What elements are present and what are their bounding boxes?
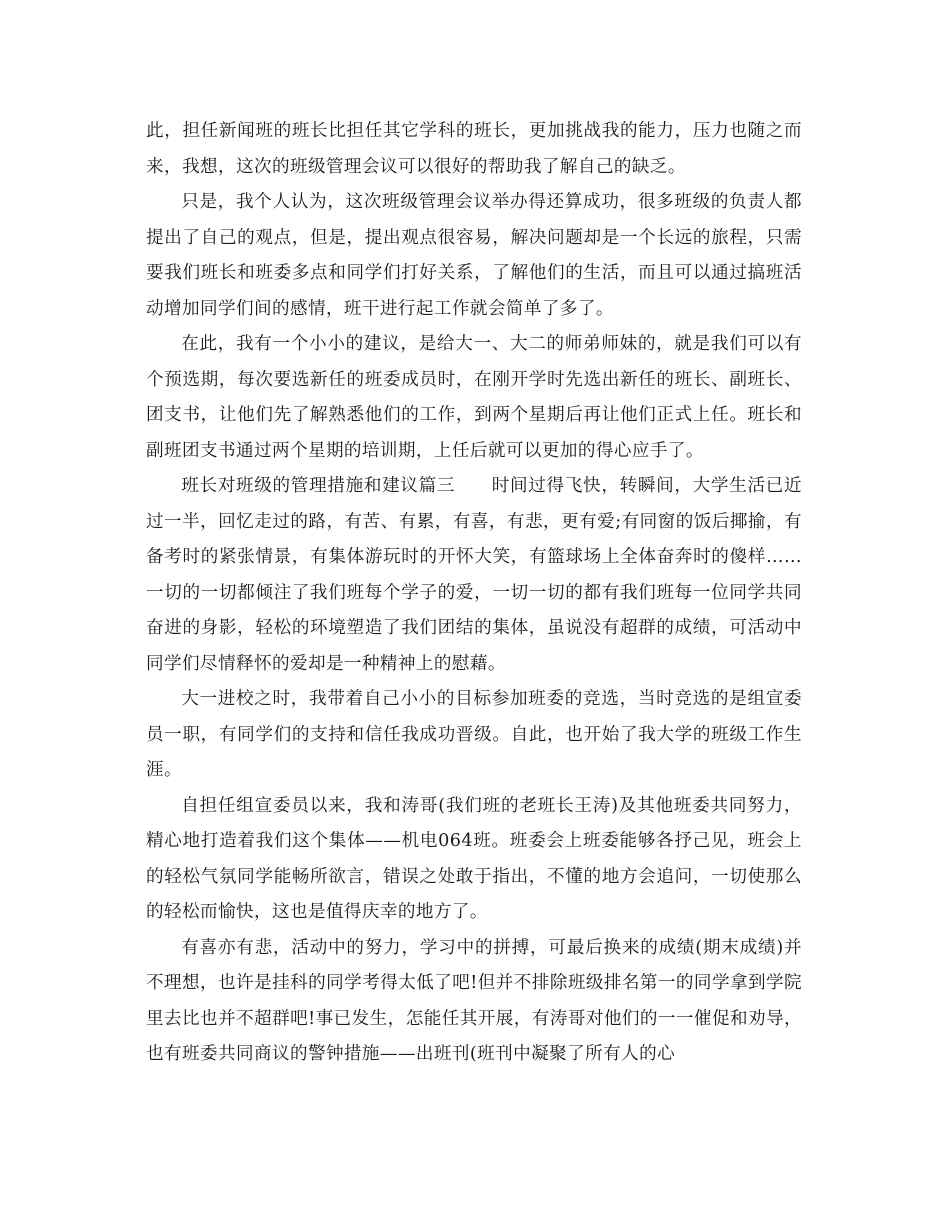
paragraph-3: 在此，我有一个小小的建议，是给大一、大二的师弟师妹的，就是我们可以有个预选期，每次要选新任的班委成员时，在刚开学时先选出新任的班长、副班长、团支书，让他们先了解熟悉他们的工作，到两个星期后再让他们正式上任。班长和副班团支书通过两个星期的培训期，上任后就可以更加的得心应手了。 — [146, 334, 802, 461]
paragraph-6: 自担任组宣委员以来，我和涛哥(我们班的老班长王涛)及其他班委共同努力，精心地打造着我们这个集体——机电064班。班委会上班委能够各抒己见，班会上的轻松气氛同学能畅所欲言，错误之处敢于指出，不懂的地方会追问，一切使那么的轻松而愉快，这也是值得庆幸的地方了。 — [146, 795, 802, 922]
paragraph-5: 大一进校之时，我带着自己小小的目标参加班委的竞选，当时竞选的是组宣委员一职，有同学们的支持和信任我成功晋级。自此，也开始了我大学的班级工作生涯。 — [146, 689, 802, 780]
paragraph-2: 只是，我个人认为，这次班级管理会议举办得还算成功，很多班级的负责人都提出了自己的观点，但是，提出观点很容易，解决问题却是一个长远的旅程，只需要我们班长和班委多点和同学们打好关系，了解他们的生活，而且可以通过搞班活动增加同学们间的感情，班干进行起工作就会简单了多了。 — [146, 192, 802, 319]
paragraph-4: 班长对班级的管理措施和建议篇三 时间过得飞快，转瞬间，大学生活已近过一半，回忆走过的路，有苦、有累，有喜，有悲，更有爱;有同窗的饭后揶揄，有备考时的紧张情景，有集体游玩时的开怀大笑，有篮球场上全体奋奔时的傻样……一切的一切都倾注了我们班每个学子的爱，一切一切的都有我们班每一位同学共同奋进的身影，轻松的环境塑造了我们团结的集体，虽说没有超群的成绩，可活动中同学们尽情释怀的爱却是一种精神上的慰藉。 — [146, 476, 802, 674]
paragraph-7: 有喜亦有悲，活动中的努力，学习中的拼搏，可最后换来的成绩(期末成绩)并不理想，也许是挂科的同学考得太低了吧!但并不排除班级排名第一的同学拿到学院里去比也并不超群吧!事已发生，怎能任其开展，有涛哥对他们的一一催促和劝导，也有班委共同商议的警钟措施——出班刊(班刊中凝聚了所有人的心 — [146, 937, 802, 1064]
paragraph-1: 此，担任新闻班的班长比担任其它学科的班长，更加挑战我的能力，压力也随之而来，我想，这次的班级管理会议可以很好的帮助我了解自己的缺乏。 — [146, 121, 802, 177]
document-body — [146, 114, 802, 1073]
